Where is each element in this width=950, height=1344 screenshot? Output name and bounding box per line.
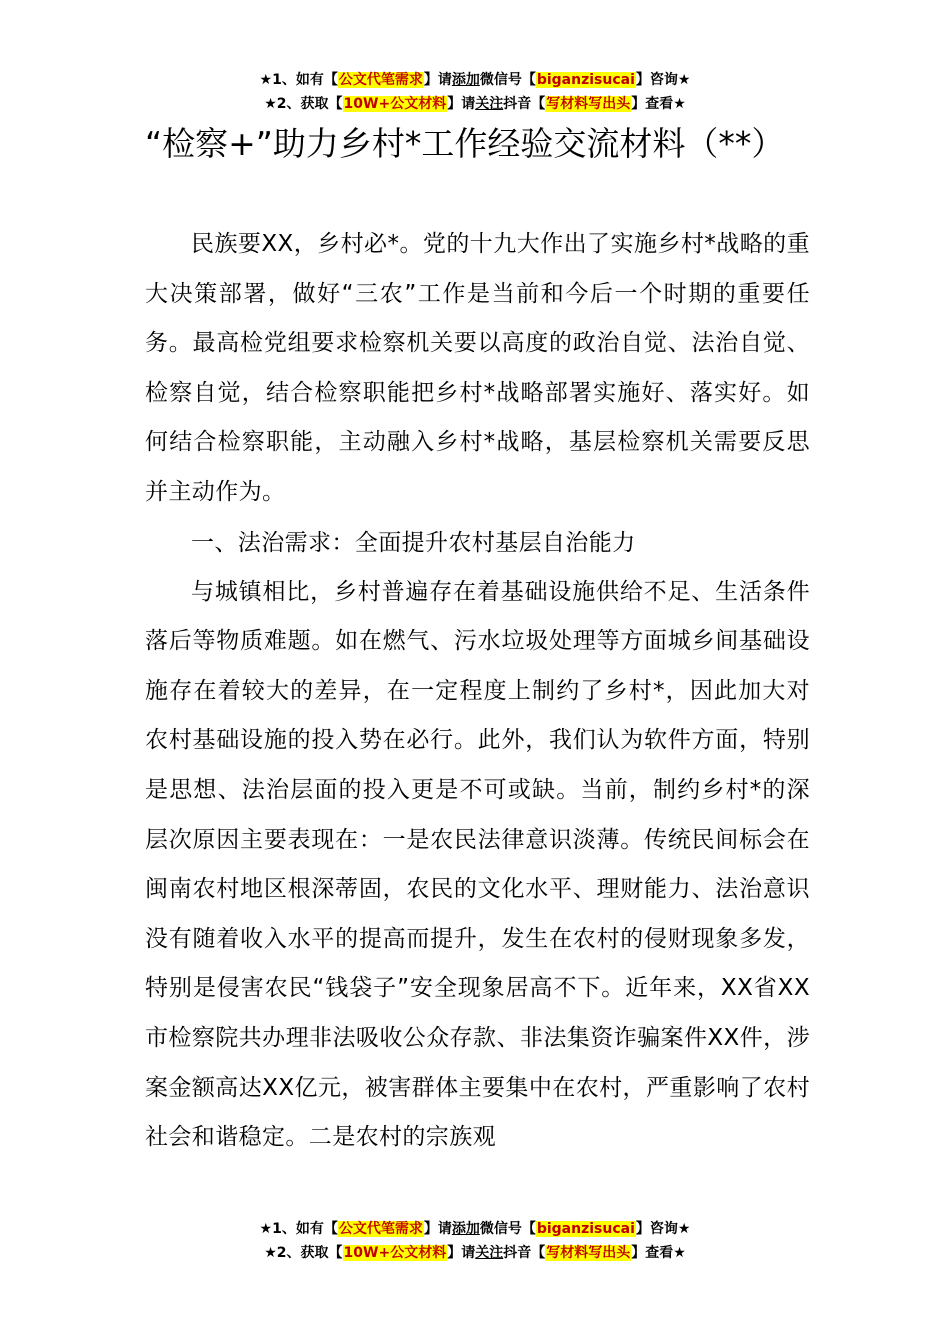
star-icon: ★: [264, 1245, 277, 1261]
highlight-wechat-id: biganzisucai: [536, 72, 635, 88]
footer-banner-line-1: [0, 1217, 950, 1241]
document-title: “检察+”助力乡村*工作经验交流材料（**）: [145, 124, 785, 163]
banner-text: 2、获取【: [276, 96, 343, 112]
banner-text: 】查看★: [631, 96, 686, 112]
header-banner-line-1: [0, 68, 950, 92]
highlight-wechat-id: biganzisucai: [536, 1221, 635, 1237]
highlight-douyin-id: 写材料写出头: [546, 1245, 631, 1261]
star-icon: ★: [259, 1221, 273, 1237]
banner-text: 抖音【: [503, 1245, 546, 1261]
intro-paragraph: 民族要XX，乡村必*。党的十九大作出了实施乡村*战略的重大决策部署，做好“三农”工作是当前和今后一个时期的重要任务。最高检党组要求检察机关要以高度的政治自觉、法治自觉、检察自觉，结合检察职能把乡村*战略部署实施好、落实好。如何结合检察职能，主动融入乡村*战略，基层检察机关需要反思并主动作为。: [145, 231, 810, 505]
banner-text: 】请: [447, 1245, 476, 1261]
star-icon: ★: [259, 72, 273, 88]
banner-text: 微信号【: [479, 1221, 536, 1237]
header-banner-line-2: [0, 92, 950, 116]
banner-text: 1、如有【: [272, 1221, 338, 1237]
section-heading: 一、法治需求：全面提升农村基层自治能力: [191, 529, 636, 556]
header-banner: [0, 68, 950, 116]
highlight-service: 公文代笔需求: [338, 72, 423, 88]
banner-text: 】查看★: [631, 1245, 686, 1261]
highlight-materials: 10W+公文材料: [343, 1245, 447, 1261]
banner-text: 】请: [423, 1221, 452, 1237]
banner-text: 微信号【: [479, 72, 536, 88]
document-body: [145, 220, 810, 1163]
star-icon: ★: [264, 96, 277, 112]
banner-text: 2、获取【: [276, 1245, 343, 1261]
underlined-follow: 关注: [475, 96, 504, 112]
banner-text: 】咨询★: [635, 72, 691, 88]
banner-text: 】请: [423, 72, 452, 88]
footer-banner-line-2: [0, 1241, 950, 1265]
highlight-service: 公文代笔需求: [338, 1221, 423, 1237]
highlight-materials: 10W+公文材料: [343, 96, 447, 112]
highlight-douyin-id: 写材料写出头: [546, 96, 631, 112]
body-paragraph: 与城镇相比，乡村普遍存在着基础设施供给不足、生活条件落后等物质难题。如在燃气、污水垃圾处理等方面城乡间基础设施存在着较大的差异，在一定程度上制约了乡村*，因此加大对农村基础设施的投入势在必行。此外，我们认为软件方面，特别是思想、法治层面的投入更是不可或缺。当前，制约乡村*的深层次原因主要表现在：一是农民法律意识淡薄。传统民间标会在闽南农村地区根深蒂固，农民的文化水平、理财能力、法治意识没有随着收入水平的提高而提升，发生在农村的侵财现象多发，特别是侵害农民“钱袋子”安全现象居高不下。近年来，XX省XX市检察院共办理非法吸收公众存款、非法集资诈骗案件XX件，涉案金额高达XX亿元，被害群体主要集中在农村，严重影响了农村社会和谐稳定。二是农村的宗族观: [145, 578, 810, 1151]
banner-text: 】请: [447, 96, 476, 112]
underlined-add: 添加: [451, 1221, 480, 1237]
banner-text: 】咨询★: [635, 1221, 691, 1237]
underlined-follow: 关注: [475, 1245, 504, 1261]
footer-banner: [0, 1217, 950, 1265]
banner-text: 1、如有【: [272, 72, 338, 88]
underlined-add: 添加: [451, 72, 480, 88]
banner-text: 抖音【: [503, 96, 546, 112]
